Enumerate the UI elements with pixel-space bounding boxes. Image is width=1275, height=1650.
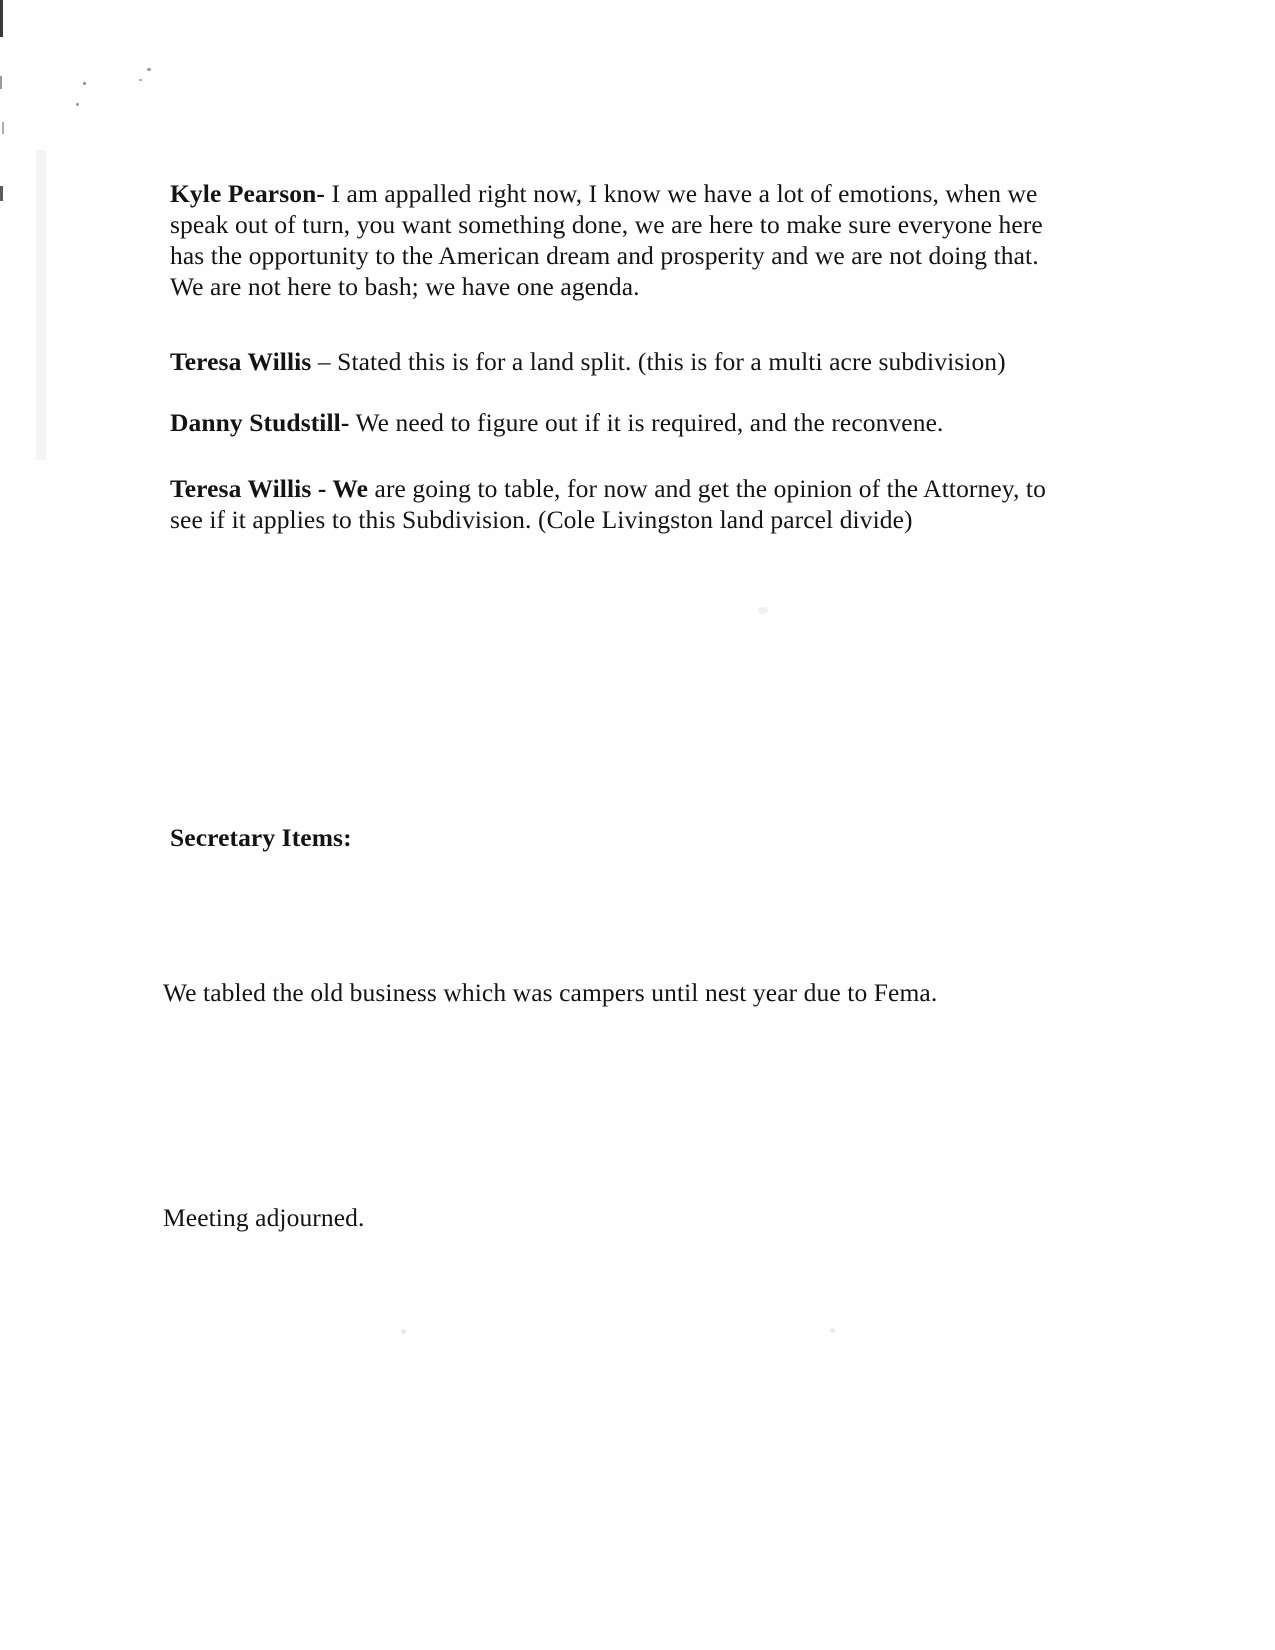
paragraph-tabled-old-business — [163, 977, 1083, 1008]
scan-speck — [139, 79, 142, 81]
text-segment: We need to figure out if it is required, and the reconvene. — [349, 407, 944, 437]
scan-speck — [830, 1328, 835, 1333]
paragraph-meeting-adjourned — [163, 1202, 663, 1233]
scan-speck — [83, 82, 86, 85]
secretary-items-heading — [170, 822, 770, 853]
text-segment: – Stated this is for a land split. (this is for a multi acre subdivision) — [311, 346, 1006, 376]
speaker-name-segment: Secretary Items: — [170, 822, 352, 852]
scan-edge-artifact — [0, 186, 3, 201]
text-segment: are going to table, for now and get the opinion of the Attorney, to see if it applies to this Subdivision. (Cole Livingston land parcel divide) — [170, 473, 1046, 534]
paragraph-teresa-willis-table-motion — [170, 473, 1058, 535]
scan-speck — [758, 607, 768, 614]
paragraph-kyle-pearson — [170, 178, 1052, 302]
scan-speck — [76, 103, 79, 106]
scan-edge-artifact — [0, 0, 3, 37]
scan-speck — [147, 68, 151, 71]
scan-edge-artifact — [2, 122, 4, 134]
paragraph-teresa-willis-land-split — [170, 346, 1090, 377]
speaker-name-segment: Teresa Willis - We — [170, 473, 369, 503]
speaker-name-segment: Kyle Pearson- — [170, 178, 325, 208]
speaker-name-segment: Danny Studstill- — [170, 407, 350, 437]
paragraph-danny-studstill — [170, 407, 1090, 438]
text-segment: Meeting adjourned. — [163, 1202, 365, 1232]
scan-edge-artifact — [0, 76, 2, 89]
speaker-name-segment: Teresa Willis — [170, 346, 312, 376]
scan-speck — [401, 1329, 406, 1334]
text-segment: We tabled the old business which was campers until nest year due to Fema. — [163, 977, 938, 1007]
scan-streak-artifact — [36, 150, 46, 460]
text-segment: I am appalled right now, I know we have a lot of emotions, when we speak out of turn, you want something done, we are here to make sure everyone here has the opportunity to the American dream and prosperity and we are not doing that. We are not here to bash; we have one agenda. — [170, 178, 1043, 301]
